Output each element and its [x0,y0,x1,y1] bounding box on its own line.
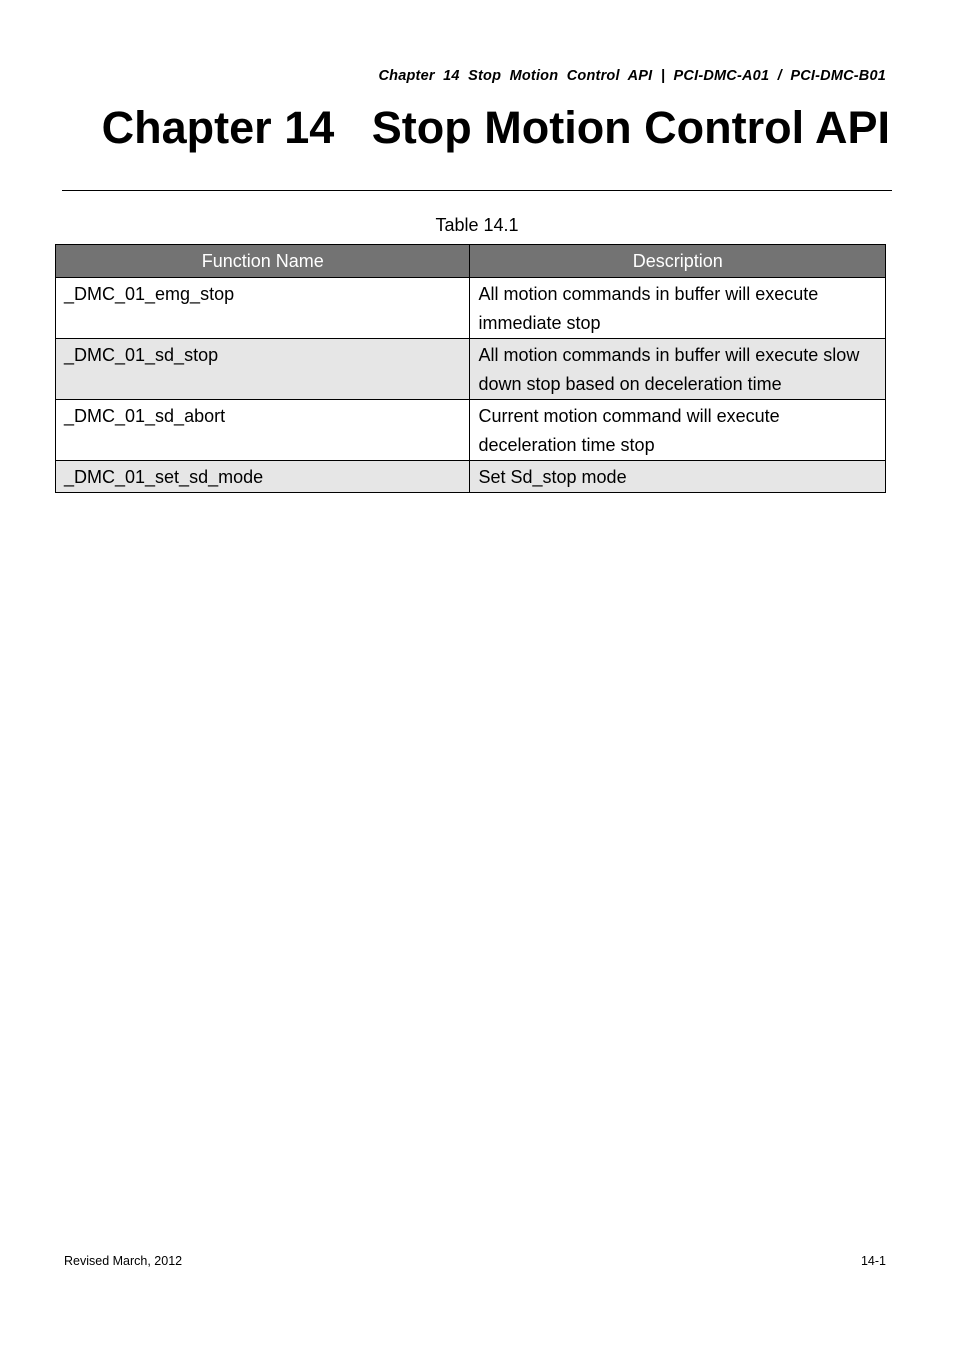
table-row [56,400,886,461]
function-table [55,244,886,493]
table-row [56,278,886,339]
table-row [56,339,886,400]
description-cell: Current motion command will execute deceleration time stop [470,400,886,461]
function-name-cell: _DMC_01_set_sd_mode [56,461,470,493]
running-header: Chapter 14 Stop Motion Control API | PCI-DMC-A01 / PCI-DMC-B01 [378,68,886,84]
table-row [56,461,886,493]
description-cell: Set Sd_stop mode [470,461,886,493]
function-name-cell: _DMC_01_emg_stop [56,278,470,339]
description-cell: All motion commands in buffer will execute immediate stop [470,278,886,339]
column-header-description: Description [470,245,886,278]
title-divider [62,190,892,191]
table-header-row [56,245,886,278]
column-header-function-name: Function Name [56,245,470,278]
revision-note: Revised March, 2012 [64,1254,183,1268]
table-caption: Table 14.1 [435,215,519,235]
function-name-cell: _DMC_01_sd_stop [56,339,470,400]
chapter-title: Chapter 14 Stop Motion Control API [101,102,890,153]
page-number: 14-1 [860,1254,886,1268]
description-cell: All motion commands in buffer will execute slow down stop based on deceleration time [470,339,886,400]
function-name-cell: _DMC_01_sd_abort [56,400,470,461]
